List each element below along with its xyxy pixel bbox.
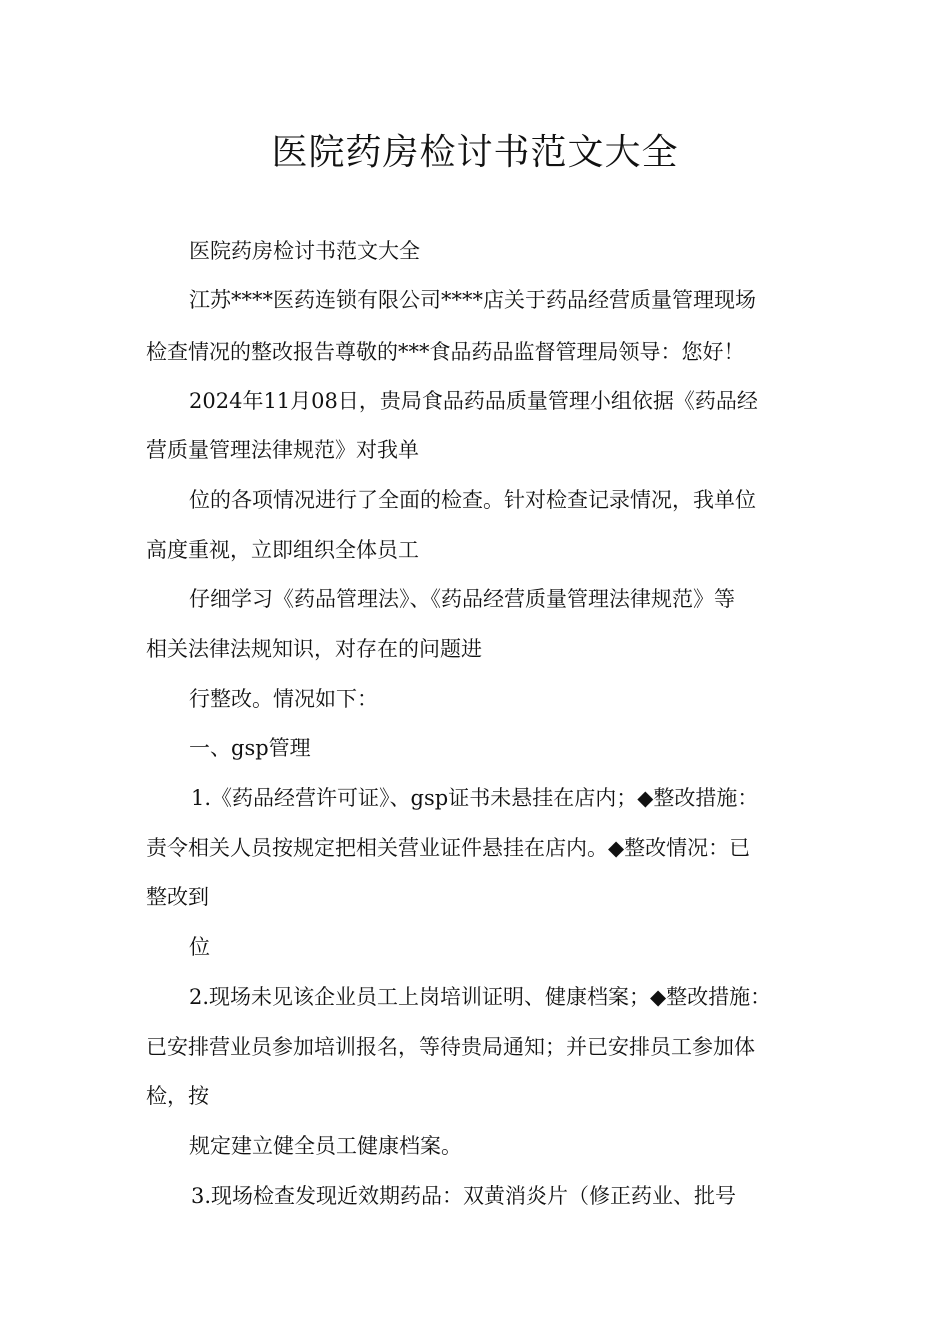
paragraph-line: 位 xyxy=(189,935,210,959)
paragraph-line: 检查情况的整改报告尊敬的***食品药品监督管理局领导：您好！ xyxy=(146,340,745,364)
paragraph-line: 位的各项情况进行了全面的检查。针对检查记录情况，我单位 xyxy=(189,488,756,512)
document-title: 医院药房检讨书范文大全 xyxy=(271,132,679,173)
paragraph-line: 行整改。情况如下： xyxy=(189,687,378,711)
paragraph-line: 2024年11月08日，贵局食品药品质量管理小组依据《药品经 xyxy=(189,389,758,413)
paragraph-line: 医院药房检讨书范文大全 xyxy=(189,239,420,263)
paragraph-line: 2.现场未见该企业员工上岗培训证明、健康档案；◆整改措施： xyxy=(189,985,772,1009)
paragraph-line: 相关法律法规知识，对存在的问题进 xyxy=(146,637,482,661)
paragraph-line: 已安排营业员参加培训报名，等待贵局通知；并已安排员工参加体 xyxy=(146,1035,755,1059)
paragraph-line: 3.现场检查发现近效期药品：双黄消炎片（修正药业、批号 xyxy=(191,1184,737,1208)
paragraph-line: 规定建立健全员工健康档案。 xyxy=(189,1134,462,1158)
paragraph-line: 检，按 xyxy=(146,1084,209,1108)
paragraph-line: 整改到 xyxy=(146,885,209,909)
paragraph-line: 营质量管理法律规范》对我单 xyxy=(146,438,419,462)
paragraph-line: 仔细学习《药品管理法》、《药品经营质量管理法律规范》等 xyxy=(189,587,735,611)
section-heading: 一、gsp管理 xyxy=(189,736,311,760)
paragraph-line: 1.《药品经营许可证》、gsp证书未悬挂在店内；◆整改措施： xyxy=(191,786,759,810)
paragraph-line: 江苏****医药连锁有限公司****店关于药品经营质量管理现场 xyxy=(189,288,756,312)
paragraph-line: 高度重视，立即组织全体员工 xyxy=(146,538,419,562)
paragraph-line: 责令相关人员按规定把相关营业证件悬挂在店内。◆整改情况：已 xyxy=(146,836,751,860)
